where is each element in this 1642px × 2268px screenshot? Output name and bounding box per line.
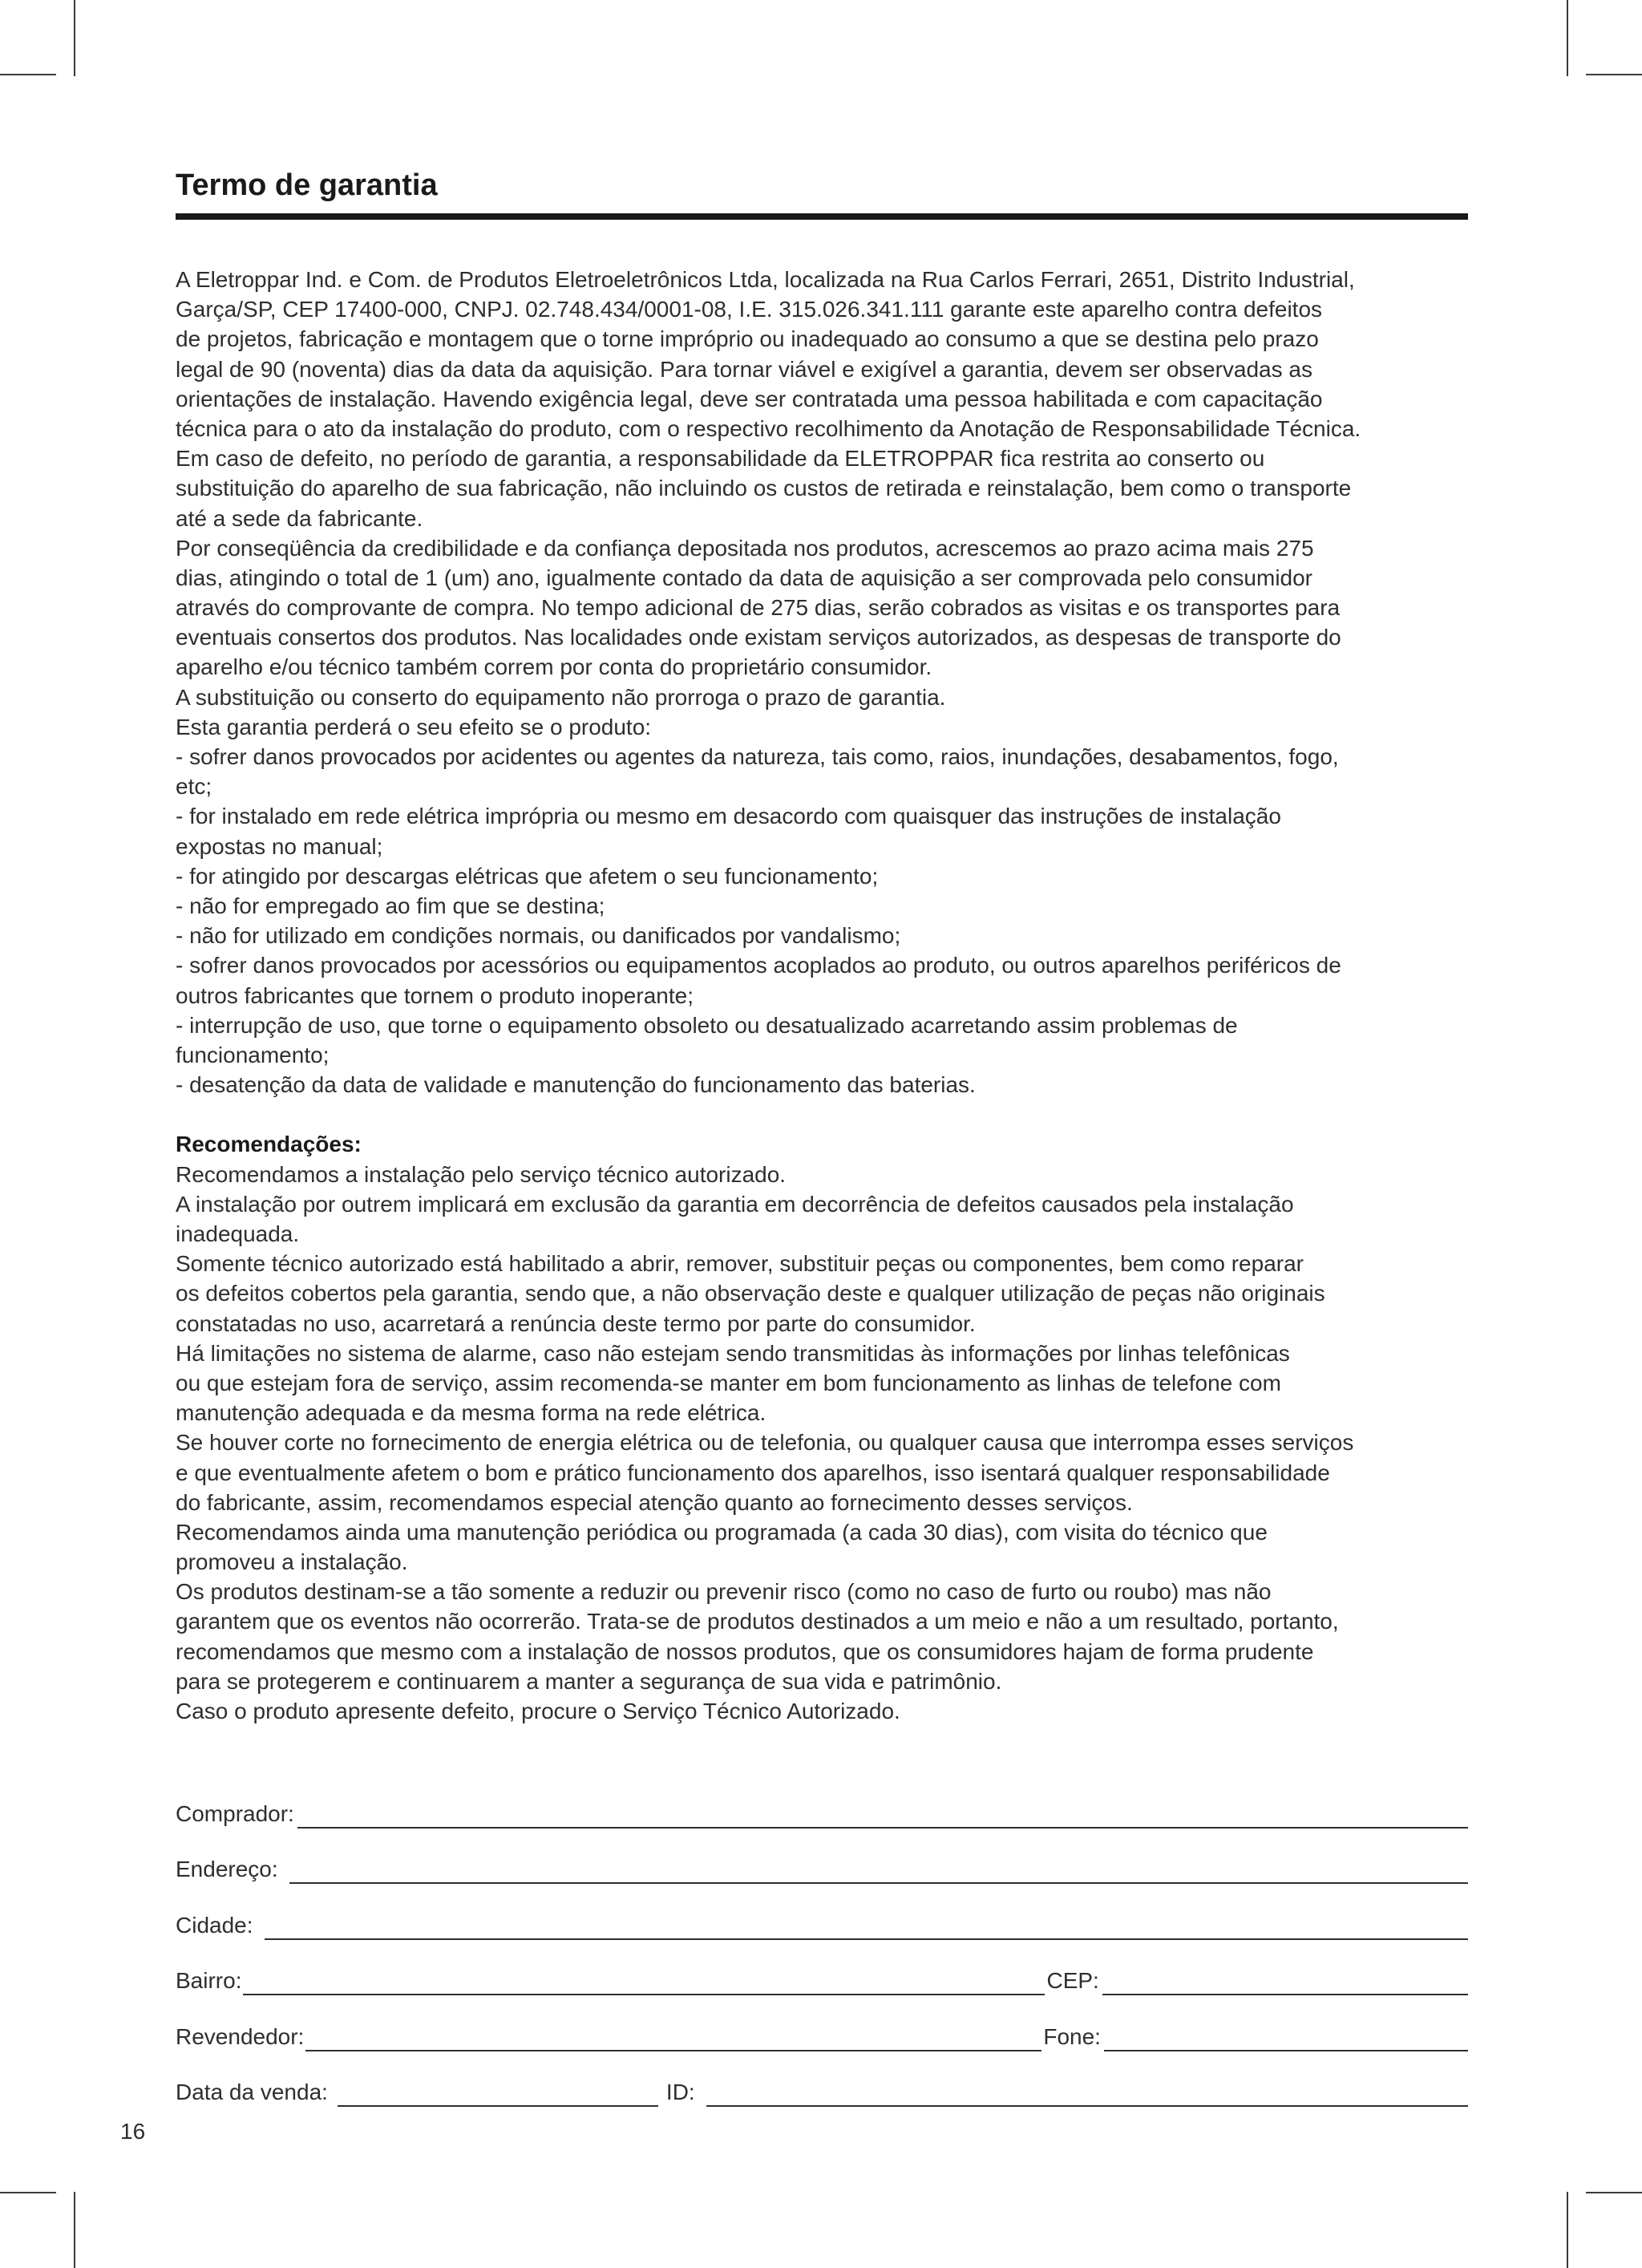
crop-mark-bottom-right-v — [1567, 2192, 1568, 2268]
page-number: 16 — [120, 2119, 146, 2144]
body-line: outros fabricantes que tornem o produto inoperante; — [176, 982, 694, 1008]
bairro-field[interactable] — [243, 1968, 1045, 1995]
form-row-revendedor-fone — [176, 1995, 1468, 2051]
page-title: Termo de garantia — [176, 168, 438, 202]
cidade-field[interactable] — [265, 1913, 1468, 1940]
body-line: - desatenção da data de validade e manutenção do funcionamento das baterias. — [176, 1072, 976, 1098]
crop-mark-bottom-right-h — [1586, 2192, 1642, 2193]
body-line: - não for empregado ao fim que se destina; — [176, 893, 605, 918]
body-line: - não for utilizado em condições normais, ou danificados por vandalismo; — [176, 923, 901, 949]
recommendation-line: manutenção adequada e da mesma forma na rede elétrica. — [176, 1400, 766, 1426]
title-rule — [176, 213, 1468, 220]
body-line: substituição do aparelho de sua fabricação, não incluindo os custos de retirada e reinstalação, bem como o transporte — [176, 476, 1352, 501]
body-line: aparelho e/ou técnico também correm por conta do proprietário consumidor. — [176, 654, 932, 680]
data-venda-label: Data da venda: — [176, 2080, 328, 2104]
fone-label: Fone: — [1043, 2023, 1101, 2049]
crop-mark-bottom-left-h — [0, 2192, 56, 2193]
body-line: - sofrer danos provocados por acessórios ou equipamentos acoplados ao produto, ou outros aparelhos periféricos de — [176, 953, 1341, 978]
recommendation-line: Somente técnico autorizado está habilitado a abrir, remover, substituir peças ou componentes, bem como reparar — [176, 1251, 1304, 1277]
body-line: - for instalado em rede elétrica imprópria ou mesmo em desacordo com quaisquer das instruções de instalação — [176, 804, 1281, 829]
recommendation-line: Caso o produto apresente defeito, procure o Serviço Técnico Autorizado. — [176, 1699, 900, 1723]
recommendation-line: inadequada. — [176, 1221, 300, 1246]
recommendation-line: constatadas no uso, acarretará a renúncia deste termo por parte do consumidor. — [176, 1310, 976, 1336]
body-line: etc; — [176, 774, 212, 800]
recommendation-line: para se protegerem e continuarem a manter a segurança de sua vida e patrimônio. — [176, 1668, 1002, 1694]
crop-mark-bottom-left-v — [74, 2192, 75, 2268]
comprador-label: Comprador: — [176, 1800, 294, 1826]
endereco-field[interactable] — [289, 1857, 1468, 1884]
body-line: Esta garantia perderá o seu efeito se o produto: — [176, 714, 652, 739]
form-row-cidade — [176, 1884, 1468, 1940]
body-line: funcionamento; — [176, 1042, 330, 1067]
fone-field[interactable] — [1104, 2024, 1468, 2051]
recommendation-line: Os produtos destinam-se a tão somente a reduzir ou prevenir risco (como no caso de furto ou roubo) mas não — [176, 1579, 1272, 1605]
cidade-label: Cidade: — [176, 1912, 253, 1938]
recommendation-line: ou que estejam fora de serviço, assim recomenda-se manter em bom funcionamento as linhas de telefone com — [176, 1370, 1281, 1395]
recommendation-line: Há limitações no sistema de alarme, caso não estejam sendo transmitidas às informações por linhas telefônicas — [176, 1340, 1290, 1366]
form-row-comprador — [176, 1772, 1468, 1829]
id-field[interactable] — [706, 2080, 1468, 2107]
recommendation-line: Recomendamos a instalação pelo serviço técnico autorizado. — [176, 1161, 787, 1187]
recommendation-line: e que eventualmente afetem o bom e prático funcionamento dos aparelhos, isso isentará qualquer responsabilidade — [176, 1460, 1330, 1485]
bairro-label: Bairro: — [176, 1968, 242, 1993]
recommendation-line: Se houver corte no fornecimento de energia elétrica ou de telefonia, ou qualquer causa que interrompa esses serviços — [176, 1430, 1354, 1456]
crop-mark-top-right-v — [1567, 0, 1568, 76]
body-line: - interrupção de uso, que torne o equipamento obsoleto ou desatualizado acarretando assim problemas de — [176, 1012, 1238, 1038]
crop-mark-top-right-h — [1586, 74, 1642, 75]
form-row-bairro-cep — [176, 1940, 1468, 1996]
body-line: Por conseqüência da credibilidade e da confiança depositada nos produtos, acrescemos ao prazo acima mais 275 — [176, 535, 1314, 561]
body-line: através do comprovante de compra. No tempo adicional de 275 dias, serão cobrados as visitas e os transportes para — [176, 595, 1341, 621]
revendedor-label: Revendedor: — [176, 2023, 305, 2049]
body-line: legal de 90 (noventa) dias da data da aquisição. Para tornar viável e exigível a garantia, devem ser observadas as — [176, 356, 1312, 382]
recommendations-heading: Recomendações: — [176, 1132, 362, 1157]
recommendation-line: os defeitos cobertos pela garantia, sendo que, a não observação deste e qualquer utilização de peças não originais — [176, 1281, 1325, 1306]
body-line: Em caso de defeito, no período de garantia, a responsabilidade da ELETROPPAR fica restrita ao conserto ou — [176, 446, 1265, 472]
data-venda-field[interactable] — [338, 2080, 658, 2107]
cep-field[interactable] — [1102, 1968, 1468, 1995]
crop-mark-top-left-h — [0, 74, 56, 75]
revendedor-field[interactable] — [305, 2024, 1041, 2051]
recommendation-line: recomendamos que mesmo com a instalação de nossos produtos, que os consumidores hajam de forma prudente — [176, 1638, 1314, 1664]
recommendation-line: garantem que os eventos não ocorrerão. Trata-se de produtos destinados a um meio e não a um resultado, portanto, — [176, 1609, 1339, 1634]
warranty-form — [176, 1772, 1468, 2107]
body-line: Garça/SP, CEP 17400-000, CNPJ. 02.748.434/0001-08, I.E. 315.026.341.111 garante este aparelho contra defeitos — [176, 297, 1323, 322]
body-line: eventuais consertos dos produtos. Nas localidades onde existam serviços autorizados, as despesas de transporte do — [176, 625, 1341, 650]
body-line: de projetos, fabricação e montagem que o torne impróprio ou inadequado ao consumo a que se destina pelo prazo — [176, 326, 1319, 352]
id-label: ID: — [665, 2080, 695, 2104]
form-row-data-id — [176, 2051, 1468, 2108]
comprador-field[interactable] — [297, 1801, 1468, 1829]
body-line: técnica para o ato da instalação do produto, com o respectivo recolhimento da Anotação de Responsabilidade Técnica. — [176, 415, 1361, 441]
body-line: orientações de instalação. Havendo exigência legal, deve ser contratada uma pessoa habilitada e com capacitação — [176, 386, 1323, 411]
crop-mark-top-left-v — [74, 0, 75, 76]
recommendation-line: A instalação por outrem implicará em exclusão da garantia em decorrência de defeitos causados pela instalação — [176, 1191, 1294, 1217]
endereco-label: Endereço: — [176, 1857, 278, 1881]
body-line: dias, atingindo o total de 1 (um) ano, igualmente contado da data de aquisição a ser comprovada pelo consumidor — [176, 565, 1313, 590]
form-row-endereco — [176, 1829, 1468, 1885]
recommendation-line: promoveu a instalação. — [176, 1549, 408, 1575]
cep-label: CEP: — [1046, 1968, 1099, 1993]
body-line: A Eletroppar Ind. e Com. de Produtos Eletroeletrônicos Ltda, localizada na Rua Carlos Ferrari, 2651, Distrito Industrial, — [176, 267, 1355, 292]
body-line: - for atingido por descargas elétricas que afetem o seu funcionamento; — [176, 863, 879, 889]
body-line: expostas no manual; — [176, 833, 383, 859]
body-line: até a sede da fabricante. — [176, 505, 423, 531]
paragraph-gap — [176, 1100, 1468, 1129]
body-line: - sofrer danos provocados por acidentes ou agentes da natureza, tais como, raios, inundações, desabamentos, fogo, — [176, 744, 1339, 769]
recommendation-line: do fabricante, assim, recomendamos especial atenção quanto ao fornecimento desses serviços. — [176, 1489, 1133, 1515]
recommendation-line: Recomendamos ainda uma manutenção periódica ou programada (a cada 30 dias), com visita do técnico que — [176, 1519, 1268, 1545]
warranty-text — [176, 265, 1468, 1726]
body-line: A substituição ou conserto do equipamento não prorroga o prazo de garantia. — [176, 684, 946, 710]
